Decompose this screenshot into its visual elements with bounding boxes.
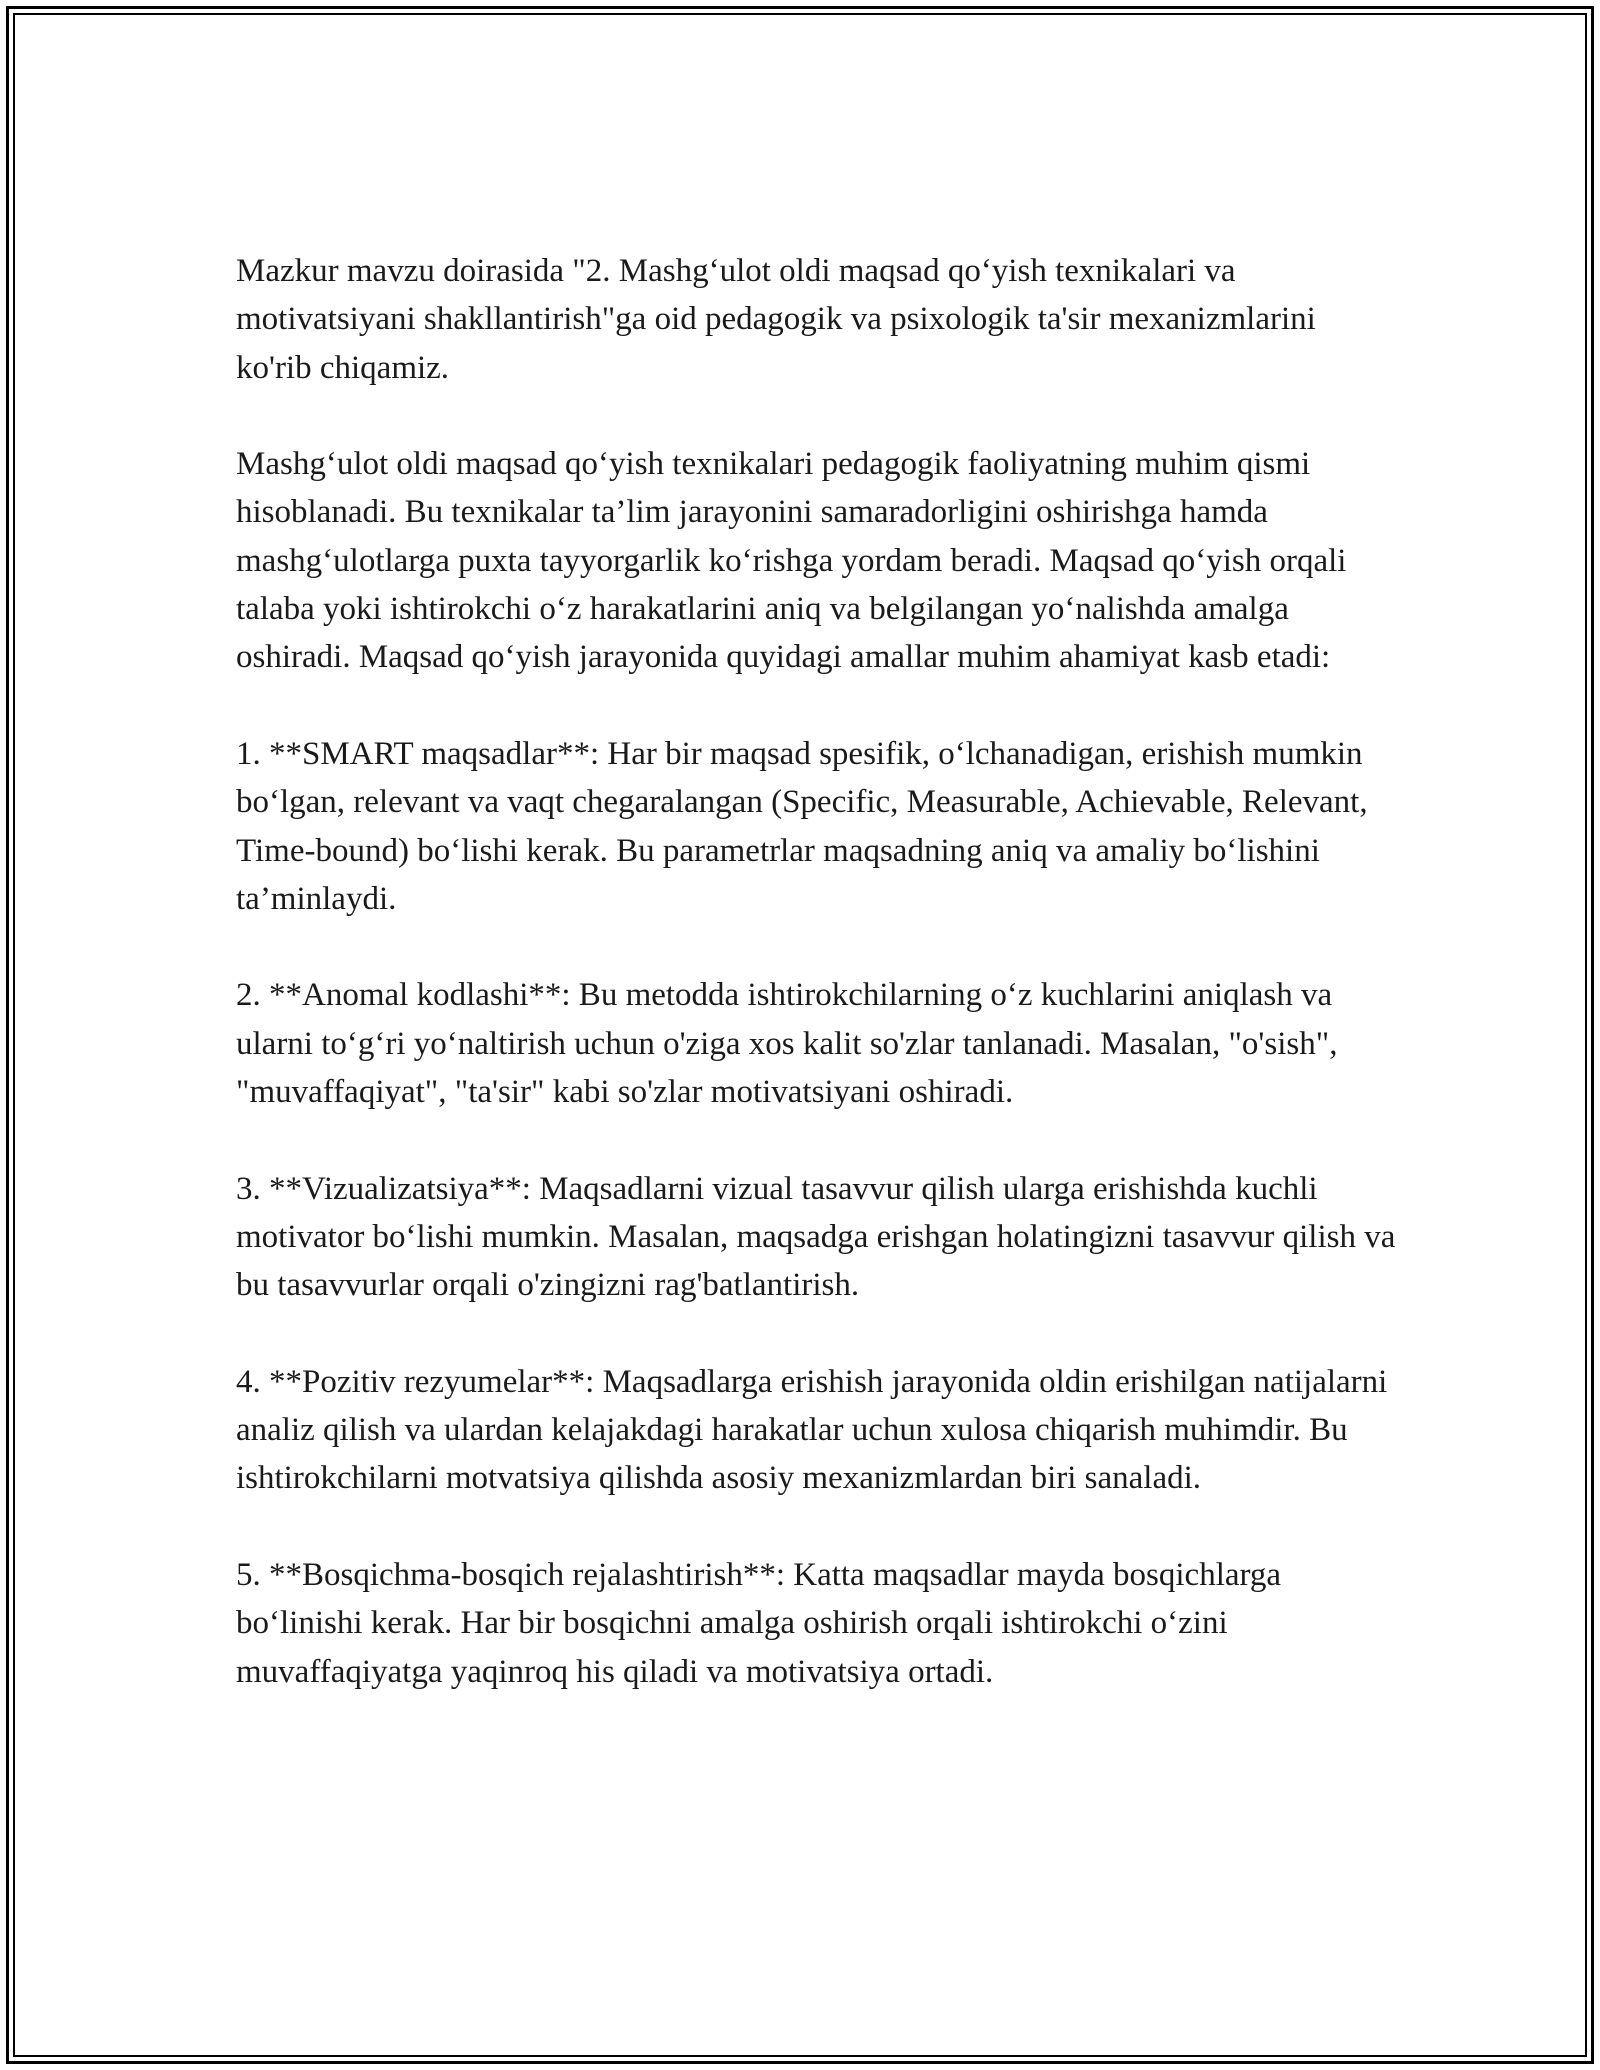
intro-paragraph: Mazkur mavzu doirasida "2. Mashg‘ulot oldi maqsad qo‘yish texnikalari va motivatsiyani shakllantirish"ga oid pedagogik va psixologik ta'sir mexanizmlarini ko'rib chiqamiz. bbox=[236, 253, 1316, 386]
list-item-visualization: 3. **Vizualizatsiya**: Maqsadlarni vizual tasavvur qilish ularga erishishda kuchli motivator bo‘lishi mumkin. Masalan, maqsadga erishgan holatingizni tasavvur qilish va bu tasavvurlar orqali o'zingizni rag'batlantirish. bbox=[236, 1170, 1396, 1304]
list-item-step-planning: 5. **Bosqichma-bosqich rejalashtirish**: Katta maqsadlar mayda bosqichlarga bo‘linishi kerak. Har bir bosqichni amalga oshirish orqali ishtirokchi o‘zini muvaffaqiyatga yaqinroq his qiladi va motivatsiya ortadi. bbox=[236, 1557, 1282, 1690]
overview-paragraph: Mashg‘ulot oldi maqsad qo‘yish texnikalari pedagogik faoliyatning muhim qismi hisoblanadi. Bu texnikalar ta’lim jarayonini samaradorligini oshirishga hamda mashg‘ulotlarga puxta tayyorgarlik ko‘rishga yordam beradi. Maqsad qo‘yish orqali talaba yoki ishtirokchi o‘z harakatlarini aniq va belgilangan yo‘nalishda amalga oshiradi. Maqsad qo‘yish jarayonida quyidagi amallar muhim ahamiyat kasb etadi: bbox=[236, 446, 1347, 676]
document-body bbox=[236, 247, 1396, 1696]
list-item-positive-summaries: 4. **Pozitiv rezyumelar**: Maqsadlarga erishish jarayonida oldin erishilgan natijalarni analiz qilish va ulardan kelajakdagi harakatlar uchun xulosa chiqarish muhimdir. Bu ishtirokchilarni motvatsiya qilishda asosiy mexanizmlardan biri sanaladi. bbox=[236, 1363, 1388, 1497]
list-item-anomal-coding: 2. **Anomal kodlashi**: Bu metodda ishtirokchilarning o‘z kuchlarini aniqlash va ularni to‘g‘ri yo‘naltirish uchun o'ziga xos kalit so'zlar tanlanadi. Masalan, "o'sish", "muvaffaqiyat", "ta'sir" kabi so'zlar motivatsiyani oshiradi. bbox=[236, 977, 1338, 1111]
list-item-smart-goals: 1. **SMART maqsadlar**: Har bir maqsad spesifik, o‘lchanadigan, erishish mumkin bo‘lgan, relevant va vaqt chegaralangan (Specific, Measurable, Achievable, Relevant, Time-bound) bo‘lishi kerak. Bu parametrlar maqsadning aniq va amaliy bo‘lishini ta’minlaydi. bbox=[236, 735, 1368, 917]
